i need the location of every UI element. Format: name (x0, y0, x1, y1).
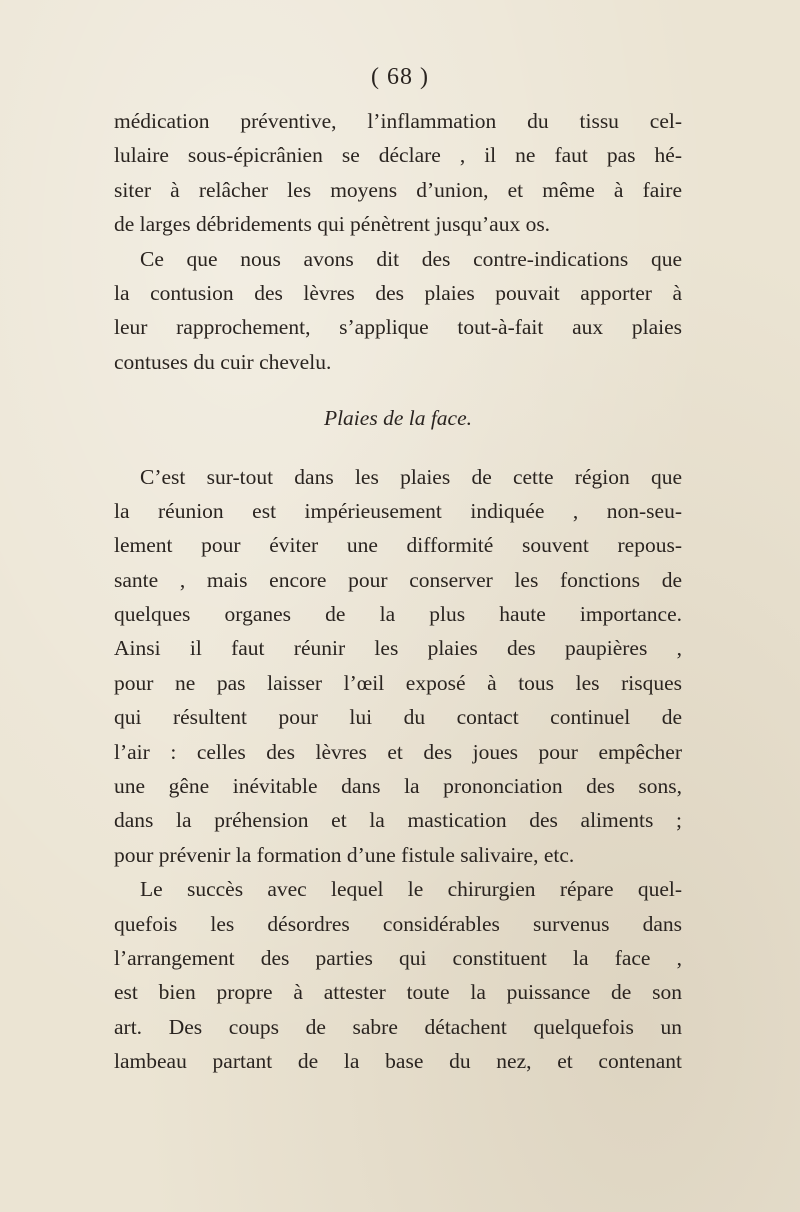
text-line: leur rapprochement, s’applique tout-à-fait aux plaies (114, 315, 682, 340)
text-line: art. Des coups de sabre détachent quelquefois un (114, 1014, 682, 1039)
paragraph-3 (114, 460, 682, 873)
text-line: quefois les désordres considérables survenus dans (114, 911, 682, 936)
text-line: contuses du cuir chevelu. (114, 349, 332, 374)
body-text (114, 104, 682, 1079)
text-line: l’arrangement des parties qui constituent la face , (114, 945, 682, 970)
page-number: ( 68 ) (371, 64, 429, 90)
text-line: sante , mais encore pour conserver les fonctions de (114, 567, 682, 592)
text-line: l’air : celles des lèvres et des joues pour empêcher (114, 739, 682, 764)
text-line: de larges débridements qui pénètrent jusqu’aux os. (114, 212, 551, 237)
paragraph-1 (114, 104, 682, 242)
text-line: médication préventive, l’inflammation du tissu cel- (114, 109, 682, 133)
text-line: la contusion des lèvres des plaies pouvait apporter à (114, 280, 682, 305)
text-line: qui résultent pour lui du contact continuel de (114, 705, 682, 730)
text-line: lambeau partant de la base du nez, et contenant (114, 1049, 682, 1074)
text-line: pour ne pas laisser l’œil exposé à tous les risques (114, 670, 682, 695)
text-line: est bien propre à attester toute la puissance de son (114, 980, 682, 1005)
text-line: Ce que nous avons dit des contre-indications que (140, 246, 682, 271)
text-line: une gêne inévitable dans la prononciation des sons, (114, 774, 682, 799)
paragraph-2 (114, 242, 682, 380)
text-line: C’est sur-tout dans les plaies de cette région que (140, 464, 682, 489)
text-line: dans la préhension et la mastication des aliments ; (114, 808, 682, 833)
text-line: siter à relâcher les moyens d’union, et même à faire (114, 177, 682, 202)
section-heading: Plaies de la face. (323, 406, 473, 431)
text-line: Le succès avec lequel le chirurgien répare quel- (140, 877, 682, 902)
text-line: lement pour éviter une difformité souvent repous- (114, 533, 682, 558)
text-line: quelques organes de la plus haute importance. (114, 602, 682, 627)
text-line: pour prévenir la formation d’une fistule salivaire, etc. (114, 842, 575, 867)
text-line: la réunion est impérieusement indiquée , non-seu- (114, 498, 682, 523)
text-line: lulaire sous-épicrânien se déclare , il ne faut pas hé- (114, 143, 682, 168)
paragraph-4 (114, 872, 682, 1078)
text-line: Ainsi il faut réunir les plaies des paupières , (114, 636, 682, 661)
